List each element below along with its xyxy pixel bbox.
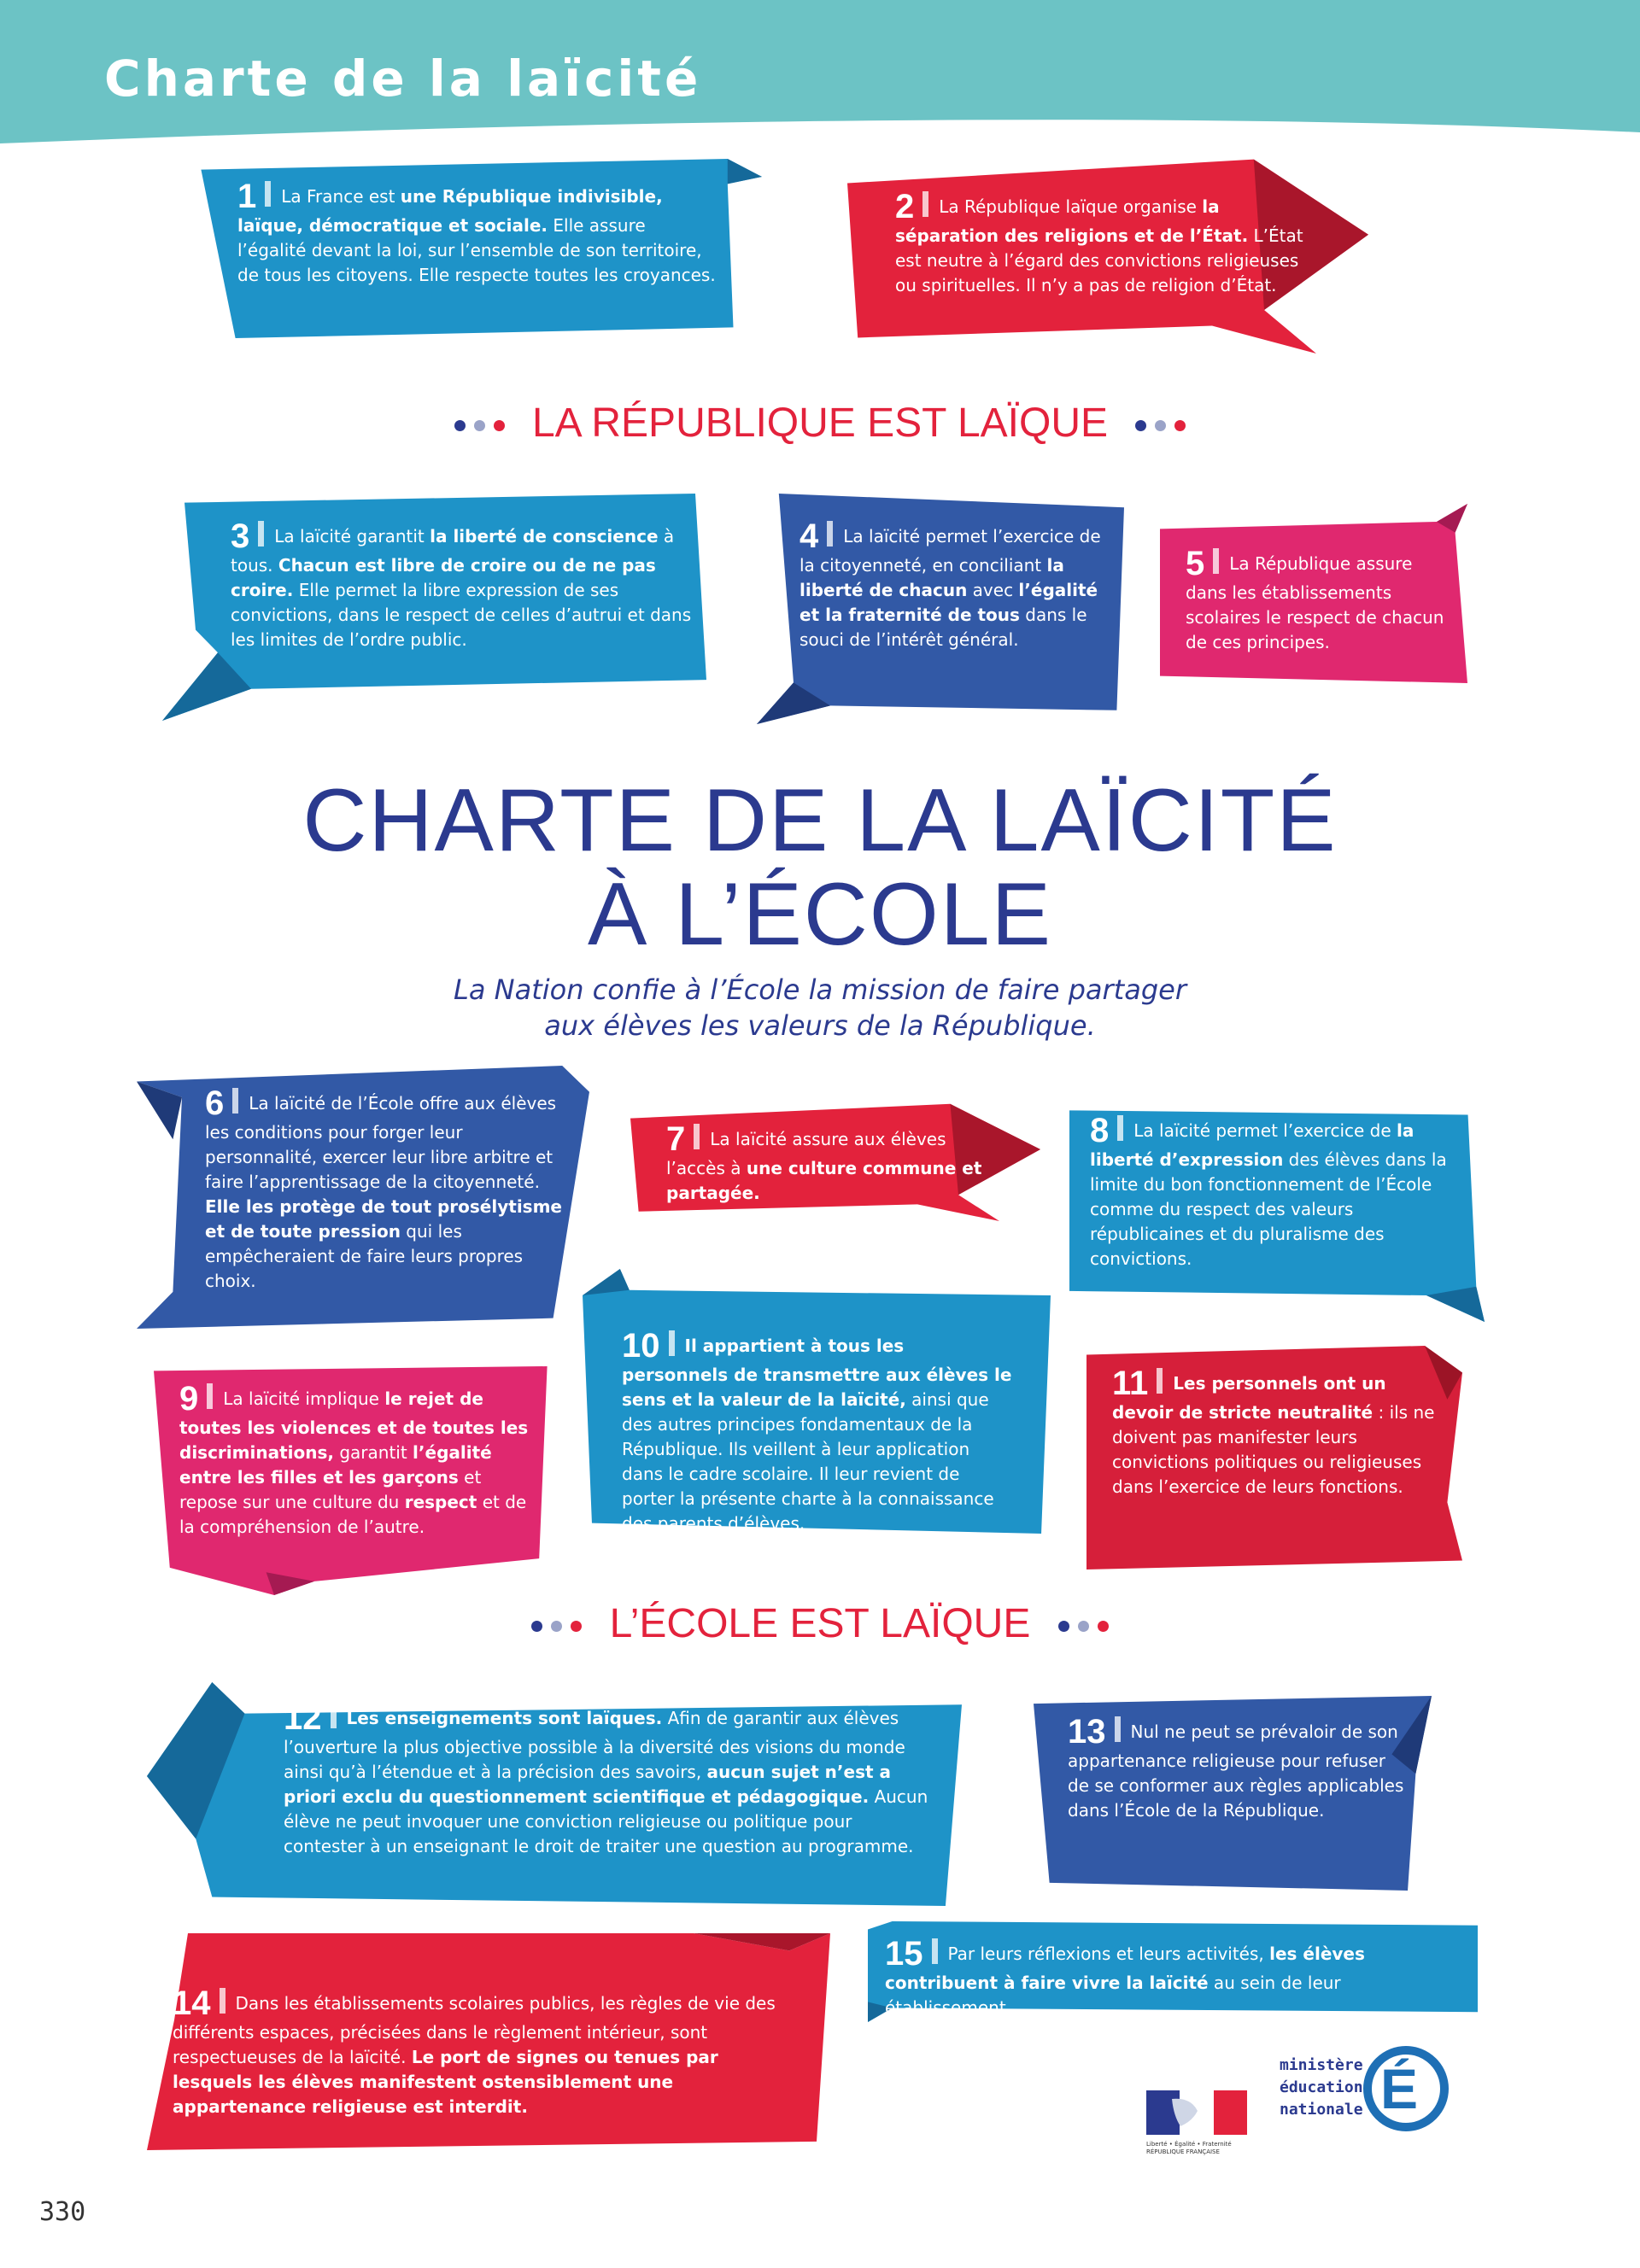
article-bold-text: la séparation des religions et de l’État. (895, 196, 1249, 246)
article-text (237, 179, 716, 288)
article-number: 15 (885, 1935, 923, 1973)
article-bold-text: aucun sujet n’est a priori exclu du questionnement scientifique et pédagogique. (284, 1762, 891, 1807)
article-plain-text: La laïcité permet l’exercice de (1133, 1120, 1397, 1141)
section-heading-ecole (0, 1600, 1640, 1647)
republique-francaise-logo-text: Liberté • Égalité • Fraternité RÉPUBLIQUE FRANÇAISE (1146, 2141, 1232, 2155)
article-7-ribbon (630, 1102, 1040, 1221)
article-12-ribbon (147, 1682, 962, 1906)
article-bold-text: la liberté d’expression (1090, 1120, 1414, 1170)
article-text (231, 519, 692, 652)
bullet-dot-icon (1135, 420, 1146, 431)
article-text (885, 1937, 1466, 2020)
article-plain-text: Elle assure l’égalité devant la loi, sur l’ensemble de son territoire, de tous les citoyens. Elle respecte toutes les croyances. (237, 215, 716, 285)
article-bold-text: l’égalité et la fraternité de tous (800, 580, 1098, 625)
article-bold-text: l’égalité entre les filles et les garçons (179, 1442, 492, 1488)
article-bold-text: une culture commune et partagée. (666, 1158, 982, 1203)
article-number: 12 (284, 1699, 322, 1737)
article-bold-text: Chacun est libre de croire ou de ne pas croire. (231, 555, 656, 600)
article-text (1112, 1366, 1437, 1499)
article-plain-text: La laïcité assure aux élèves l’accès à (666, 1129, 946, 1178)
page-number: 330 (39, 2197, 86, 2227)
article-plain-text: Afin de garantir aux élèves l’ouverture la plus objective possible à la diversité des visions du monde ainsi qu’à l’étendue et à la précision des savoirs, (284, 1708, 905, 1782)
article-13-ribbon (1034, 1696, 1432, 1891)
separator-bar-icon (827, 521, 833, 547)
separator-bar-icon (1157, 1368, 1163, 1394)
article-plain-text: La laïcité permet l’exercice de la citoyenneté, en conciliant (800, 526, 1101, 576)
bullet-dot-icon (531, 1621, 542, 1632)
article-11-ribbon (1086, 1346, 1462, 1569)
bullet-dot-icon (1078, 1621, 1089, 1632)
article-4-ribbon (757, 494, 1124, 724)
separator-bar-icon (669, 1330, 675, 1356)
article-number: 5 (1186, 545, 1205, 582)
logo-word-ministere: ministère (1280, 2056, 1363, 2074)
article-1-ribbon (190, 159, 762, 338)
article-plain-text: au sein de leur établissement. (885, 1973, 1341, 2018)
section-heading-text: LA RÉPUBLIQUE EST LAÏQUE (531, 400, 1109, 446)
separator-bar-icon (1115, 1716, 1121, 1742)
separator-bar-icon (258, 521, 264, 547)
article-number: 8 (1090, 1112, 1110, 1149)
separator-bar-icon (232, 1088, 238, 1114)
article-text (666, 1122, 991, 1206)
article-number: 13 (1068, 1713, 1106, 1751)
logo-word-nationale: nationale (1280, 2101, 1363, 2119)
article-8-ribbon (1069, 1102, 1485, 1322)
article-number: 4 (800, 517, 819, 555)
article-number: 7 (666, 1120, 686, 1158)
article-text (895, 190, 1322, 298)
article-3-ribbon (162, 494, 718, 721)
article-text (205, 1086, 564, 1294)
education-nationale-logo (1280, 2049, 1450, 2177)
bullet-dot-icon (1155, 420, 1166, 431)
logo-word-education: éducation (1280, 2078, 1363, 2096)
page-title: Charte de la laïcité (104, 50, 702, 108)
article-bold-text: une République indivisible, laïque, démocratique et sociale. (237, 186, 663, 236)
article-plain-text: Dans les établissements scolaires publics, les règles de vie des différents espaces, précisées dans le règlement intérieur, sont respectueuses de la laïcité. (173, 1993, 776, 2067)
article-15-ribbon (868, 1921, 1478, 2022)
article-text (179, 1382, 538, 1540)
article-bold-text: la liberté de chacun (800, 555, 1064, 600)
article-6-ribbon (137, 1066, 589, 1329)
bullet-dot-icon (474, 420, 485, 431)
article-number: 1 (237, 178, 257, 215)
article-text (1090, 1114, 1466, 1271)
bullet-dot-icon (571, 1621, 582, 1632)
article-plain-text: Elle permet la libre expression de ses convictions, dans le respect de celles d’autrui et dans les limites de l’ordre public. (231, 580, 692, 650)
article-10-ribbon (583, 1269, 1051, 1534)
article-14-ribbon (147, 1933, 830, 2150)
article-plain-text: L’État est neutre à l’égard des convictions religieuses ou spirituelles. Il n’y a pas de religion d’État. (895, 225, 1303, 295)
article-plain-text: et de la (179, 1492, 527, 1537)
article-plain-text: La laïcité garantit (274, 526, 430, 547)
article-plain-text: à tous. (231, 526, 675, 576)
article-plain-text: avec (967, 580, 1019, 600)
article-plain-text: La laïcité de l’École offre aux élèves les conditions pour forger leur personnalité, exercer leur libre arbitre et faire l’apprentissage de la citoyenneté. (205, 1093, 557, 1192)
poster-subtitle-line2: aux élèves les valeurs de la République. (544, 1009, 1096, 1042)
article-text (1068, 1715, 1409, 1823)
article-plain-text: Par leurs réflexions et leurs activités, (947, 1944, 1270, 1964)
article-plain-text: La laïcité implique (223, 1388, 385, 1409)
article-bold-text: Il appartient à tous les personnels de transmettre aux élèves le sens et la valeur de la laïcité, (622, 1336, 1012, 1410)
article-plain-text: ainsi que des autres principes fondamentaux de la République. Ils veillent à leur application dans le cadre scolaire. Il leur revient de porter la présente charte à la connaissance des parents d’élèves. (622, 1389, 994, 1534)
bullet-dot-icon (454, 420, 466, 431)
bullet-dot-icon (1058, 1621, 1069, 1632)
article-2-ribbon (847, 155, 1368, 354)
bullet-dot-icon (1174, 420, 1186, 431)
article-text (622, 1329, 1015, 1536)
article-plain-text: compréhension de l’autre. (200, 1517, 425, 1537)
bullet-dot-icon (551, 1621, 562, 1632)
article-number: 3 (231, 517, 250, 555)
separator-bar-icon (694, 1124, 700, 1149)
separator-bar-icon (922, 191, 928, 217)
republique-francaise-logo (1146, 2090, 1247, 2160)
article-9-ribbon (154, 1366, 555, 1595)
article-number: 9 (179, 1380, 199, 1418)
article-plain-text: La République assure dans les établissements scolaires le respect de chacun de ces principes. (1186, 553, 1444, 652)
article-bold-text: Le port de signes ou tenues par lesquels les élèves manifestent ostensiblement une appartenance religieuse est interdit. (173, 2047, 718, 2117)
separator-bar-icon (331, 1703, 337, 1728)
article-number: 2 (895, 188, 915, 225)
poster-title-line1: CHARTE DE LA LAÏCITÉ (302, 771, 1338, 870)
article-bold-text: les élèves contribuent à faire vivre la laïcité (885, 1944, 1365, 1993)
section-heading-republique (0, 400, 1640, 447)
article-plain-text: des élèves dans la limite du bon fonctionnement de l’École comme du respect des valeurs républicaines et du pluralisme des convictions. (1090, 1149, 1447, 1269)
article-bold-text: le rejet de toutes les violences et de toutes les discriminations, (179, 1388, 529, 1463)
article-number: 14 (173, 1984, 211, 2022)
article-plain-text: La France est (281, 186, 401, 207)
article-text (284, 1701, 933, 1859)
separator-bar-icon (1117, 1115, 1123, 1141)
article-number: 6 (205, 1084, 225, 1122)
article-plain-text: : ils ne doivent pas manifester leurs convictions politiques ou religieuses dans l’exercice de leurs fonctions. (1112, 1402, 1435, 1497)
section-heading-text: L’ÉCOLE EST LAÏQUE (609, 1601, 1031, 1646)
article-plain-text: garantit (333, 1442, 413, 1463)
separator-bar-icon (932, 1938, 938, 1964)
article-text (800, 519, 1107, 652)
article-number: 11 (1112, 1365, 1149, 1402)
poster-title-line2: À L’ÉCOLE (587, 865, 1053, 964)
separator-bar-icon (1213, 548, 1219, 574)
article-bold-text: Elle les protège de tout prosélytisme et de toute pression (205, 1196, 562, 1242)
article-bold-text: Les personnels ont un devoir de stricte neutralité (1112, 1373, 1386, 1423)
article-text (1186, 547, 1450, 655)
article-plain-text: La République laïque organise (939, 196, 1203, 217)
poster-subtitle-line1: La Nation confie à l’École la mission de faire partager (454, 973, 1186, 1006)
article-plain-text: et repose sur une culture du (179, 1467, 482, 1512)
article-plain-text: dans le souci de l’intérêt général. (800, 605, 1087, 650)
article-bold-text: Les enseignements sont laïques. (346, 1708, 663, 1728)
bullet-dot-icon (1098, 1621, 1109, 1632)
separator-bar-icon (207, 1383, 213, 1409)
separator-bar-icon (220, 1988, 226, 2014)
article-number: 10 (622, 1327, 660, 1365)
article-bold-text: respect (404, 1492, 477, 1512)
bullet-dot-icon (494, 420, 505, 431)
logo-letter: É (1380, 2057, 1419, 2120)
article-plain-text: Aucun élève ne peut invoquer une conviction religieuse ou politique pour contester à un enseignant le droit de traiter une question au programme. (284, 1786, 928, 1856)
article-plain-text: qui les empêcheraient de faire leurs propres choix. (205, 1221, 524, 1291)
article-bold-text: la liberté de conscience (430, 526, 659, 547)
article-text (173, 1986, 788, 2119)
article-plain-text: Nul ne peut se prévaloir de son appartenance religieuse pour refuser de se conformer aux règles applicables dans l’École de la République. (1068, 1721, 1404, 1821)
separator-bar-icon (265, 181, 271, 207)
article-5-ribbon (1160, 504, 1467, 683)
